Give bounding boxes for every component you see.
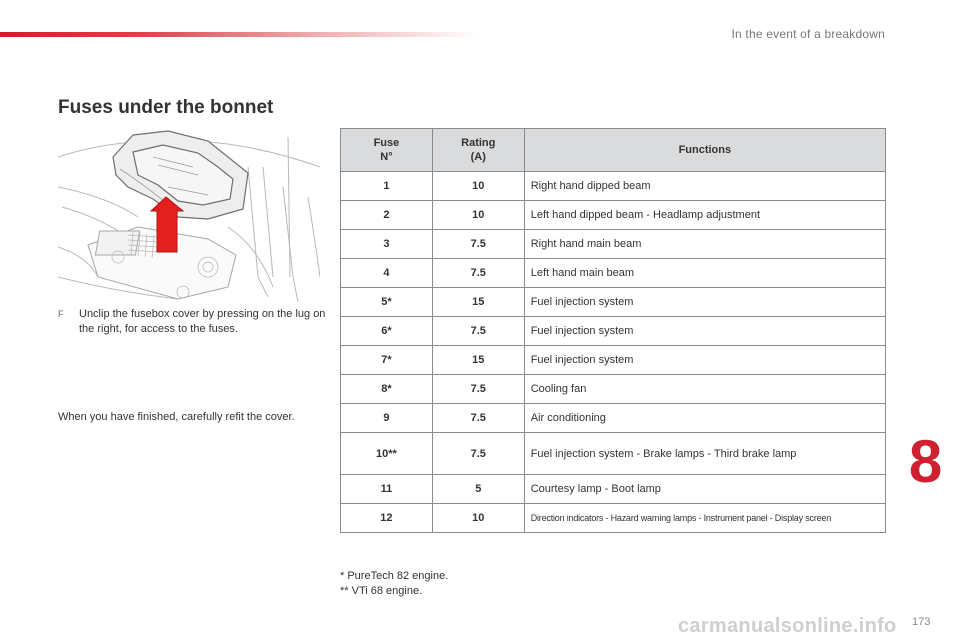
footnote-double-asterisk: ** VTi 68 engine. — [340, 585, 423, 597]
unclip-text: Unclip the fusebox cover by pressing on the lug on the right, for access to the fuses. — [79, 308, 326, 335]
page-title: Fuses under the bonnet — [58, 97, 274, 118]
fuse-number: 7* — [341, 346, 433, 375]
fuse-number: 6* — [341, 317, 433, 346]
fuse-rating: 7.5 — [432, 433, 524, 475]
table-row — [341, 172, 886, 201]
unclip-instruction — [58, 307, 328, 337]
fuse-function: Air conditioning — [524, 404, 885, 433]
header-rating: Rating (A) — [432, 129, 524, 172]
fuse-number: 1 — [341, 172, 433, 201]
table-row — [341, 288, 886, 317]
table-row — [341, 201, 886, 230]
header-functions: Functions — [524, 129, 885, 172]
fuse-function: Left hand main beam — [524, 259, 885, 288]
fuse-rating: 10 — [432, 504, 524, 533]
refit-note: When you have finished, carefully refit the cover. — [58, 411, 295, 423]
bullet-icon: F — [58, 309, 64, 319]
fuse-number: 3 — [341, 230, 433, 259]
fuse-function: Cooling fan — [524, 375, 885, 404]
fuse-rating: 7.5 — [432, 317, 524, 346]
fuse-function: Fuel injection system — [524, 288, 885, 317]
fuse-function: Right hand main beam — [524, 230, 885, 259]
fuse-function: Right hand dipped beam — [524, 172, 885, 201]
table-row — [341, 404, 886, 433]
table-row — [341, 375, 886, 404]
fuse-number: 11 — [341, 475, 433, 504]
fuse-rating: 7.5 — [432, 375, 524, 404]
table-header-row — [341, 129, 886, 172]
fuse-function: Fuel injection system — [524, 317, 885, 346]
watermark: carmanualsonline.info — [678, 615, 897, 637]
fuse-number: 12 — [341, 504, 433, 533]
fuse-table — [340, 128, 886, 533]
fuse-rating: 5 — [432, 475, 524, 504]
fuse-function: Fuel injection system - Brake lamps - Third brake lamp — [524, 433, 885, 475]
fuse-function: Left hand dipped beam - Headlamp adjustment — [524, 201, 885, 230]
section-header: In the event of a breakdown — [731, 27, 885, 41]
header-fuse: Fuse N° — [341, 129, 433, 172]
fuse-rating: 7.5 — [432, 404, 524, 433]
table-row — [341, 504, 886, 533]
chapter-number: 8 — [908, 428, 943, 495]
table-row — [341, 475, 886, 504]
fusebox-illustration — [58, 127, 320, 302]
fuse-number: 2 — [341, 201, 433, 230]
fuse-rating: 10 — [432, 172, 524, 201]
page-number: 173 — [912, 616, 931, 628]
table-row — [341, 230, 886, 259]
table-row — [341, 346, 886, 375]
fuse-function: Courtesy lamp - Boot lamp — [524, 475, 885, 504]
fuse-function: Direction indicators - Hazard warning lamps - Instrument panel - Display screen — [524, 504, 885, 533]
fuse-number: 5* — [341, 288, 433, 317]
fuse-number: 9 — [341, 404, 433, 433]
fuse-number: 8* — [341, 375, 433, 404]
fuse-rating: 7.5 — [432, 230, 524, 259]
fuse-number: 10** — [341, 433, 433, 475]
fuse-rating: 7.5 — [432, 259, 524, 288]
header-accent-bar — [0, 32, 480, 37]
fuse-function: Fuel injection system — [524, 346, 885, 375]
fuse-number: 4 — [341, 259, 433, 288]
fuse-rating: 15 — [432, 288, 524, 317]
table-row — [341, 433, 886, 475]
table-row — [341, 259, 886, 288]
fuse-rating: 10 — [432, 201, 524, 230]
fuse-rating: 15 — [432, 346, 524, 375]
footnote-single-asterisk: * PureTech 82 engine. — [340, 570, 449, 582]
table-row — [341, 317, 886, 346]
